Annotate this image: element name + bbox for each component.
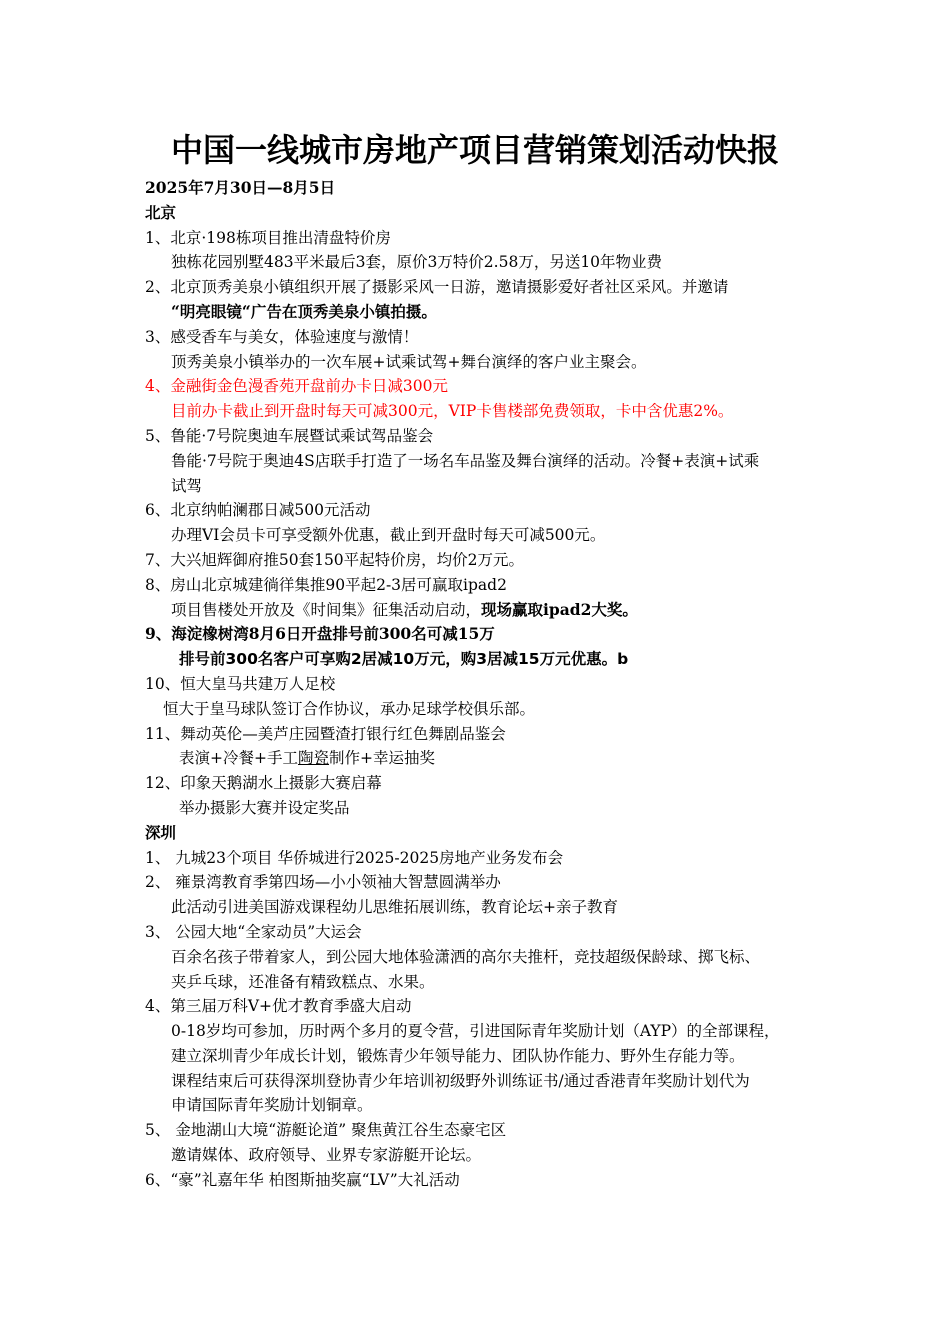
- shenzhen-item-1-title: 1、 九城23个项目 华侨城进行2025-2025房地产业务发布会: [145, 848, 564, 867]
- shenzhen-item-4-detail-2: 建立深圳青少年成长计划，锻炼青少年领导能力、团队协作能力、野外生存能力等。: [171, 1046, 745, 1065]
- shenzhen-item-2-detail: 此活动引进美国游戏课程幼儿思维拓展训练，教育论坛+亲子教育: [171, 898, 618, 917]
- beijing-item-3-title: 3、感受香车与美女，体验速度与激情！: [145, 327, 419, 346]
- beijing-item-7-title: 7、大兴旭辉御府推50套150平起特价房，均价2万元。: [145, 550, 525, 569]
- beijing-item-11-title: 11、舞动英伦—美芦庄园暨渣打银行红色舞剧品鉴会: [145, 724, 506, 743]
- shenzhen-item-4-detail-3: 课程结束后可获得深圳登协青少年培训初级野外训练证书/通过香港青年奖励计划代为: [171, 1071, 750, 1090]
- beijing-item-9-detail: 排号前300名客户可享购2居减10万元，购3居减15万元优惠。b: [179, 650, 629, 669]
- shenzhen-item-3-detail: 百余名孩子带着家人，到公园大地体验潇洒的高尔夫推杆，竞技超级保龄球、掷飞标、: [171, 947, 761, 966]
- beijing-item-8-detail: [145, 598, 825, 623]
- beijing-item-11-detail-c: 制作+幸运抽奖: [329, 749, 435, 768]
- beijing-item-11-detail-underlined: 陶瓷: [297, 749, 329, 768]
- shenzhen-item-4-title: 4、第三届万科V+优才教育季盛大启动: [145, 997, 412, 1016]
- shenzhen-item-2-title: 2、 雍景湾教育季第四场—小小领袖大智慧圆满举办: [145, 873, 501, 892]
- beijing-item-8-title: 8、房山北京城建徜徉集推90平起2-3居可赢取ipad2: [145, 575, 507, 594]
- shenzhen-item-5-title: 5、 金地湖山大境“游艇论道” 聚焦黄江谷生态豪宅区: [145, 1121, 507, 1140]
- beijing-item-1-detail: 独栋花园别墅483平米最后3套，原价3万特价2.58万，另送10年物业费: [171, 253, 663, 272]
- shenzhen-item-3-title: 3、 公园大地“全家动员”大运会: [145, 922, 362, 941]
- shenzhen-item-4-detail: 0-18岁均可参加，历时两个多月的夏令营，引进国际青年奖励计划（AYP）的全部课程，: [171, 1022, 780, 1041]
- report-body: [145, 176, 825, 1193]
- shenzhen-item-4-detail-4: 申请国际青年奖励计划铜章。: [171, 1096, 373, 1115]
- beijing-item-10-title: 10、恒大皇马共建万人足校: [145, 674, 336, 693]
- shenzhen-item-3-detail-cont: 夹乒乓球，还准备有精致糕点、水果。: [171, 972, 435, 991]
- page-title: 中国一线城市房地产项目营销策划活动快报: [170, 131, 779, 169]
- section-heading-shenzhen: 深圳: [145, 822, 177, 842]
- beijing-item-12-detail: 举办摄影大赛并设定奖品: [179, 798, 350, 817]
- beijing-item-8-detail-text: 项目售楼处开放及《时间集》征集活动启动，: [171, 600, 482, 619]
- beijing-item-12-title: 12、印象天鹅湖水上摄影大赛启幕: [145, 774, 382, 793]
- shenzhen-item-6-title: 6、“豪”礼嘉年华 柏图斯抽奖赢“LV”大礼活动: [145, 1170, 460, 1189]
- date-range: 2025年7月30日—8月5日: [145, 178, 336, 197]
- beijing-item-2-title: 2、北京顶秀美泉小镇组织开展了摄影采风一日游，邀请摄影爱好者社区采风。并邀请: [145, 278, 729, 297]
- beijing-item-9-title: 9、海淀橡树湾8月6日开盘排号前300名可减15万: [145, 624, 495, 644]
- beijing-item-3-detail: 顶秀美泉小镇举办的一次车展+试乘试驾+舞台演绎的客户业主聚会。: [171, 352, 647, 371]
- shenzhen-item-5-detail: 邀请媒体、政府领导、业界专家游艇开论坛。: [171, 1146, 482, 1165]
- beijing-item-5-title: 5、鲁能·7号院奥迪车展暨试乘试驾品鉴会: [145, 426, 434, 445]
- beijing-item-1-title: 1、北京·198栋项目推出清盘特价房: [145, 228, 391, 247]
- beijing-item-5-detail-cont: 试驾: [171, 476, 203, 495]
- beijing-item-2-detail: “明亮眼镜“广告在顶秀美泉小镇拍摄。: [171, 301, 437, 321]
- beijing-item-6-title: 6、北京纳帕澜郡日减500元活动: [145, 501, 371, 520]
- section-heading-beijing: 北京: [145, 202, 177, 222]
- beijing-item-11-detail-a: 表演+冷餐+手工: [179, 749, 298, 768]
- beijing-item-5-detail: 鲁能·7号院于奥迪4S店联手打造了一场名车品鉴及舞台演绎的活动。冷餐+表演+试乘: [171, 451, 760, 470]
- beijing-item-8-detail-bold: 现场赢取ipad2大奖。: [481, 599, 638, 619]
- beijing-item-4-title: 4、金融街金色漫香苑开盘前办卡日减300元: [145, 377, 448, 396]
- beijing-item-4-detail: 目前办卡截止到开盘时每天可减300元，VIP卡售楼部免费领取，卡中含优惠2%。: [171, 402, 734, 421]
- beijing-item-11-detail: [145, 746, 825, 771]
- beijing-item-6-detail: 办理VI会员卡可享受额外优惠，截止到开盘时每天可减500元。: [171, 526, 606, 545]
- beijing-item-10-detail: 恒大于皇马球队签订合作协议，承办足球学校俱乐部。: [163, 699, 536, 718]
